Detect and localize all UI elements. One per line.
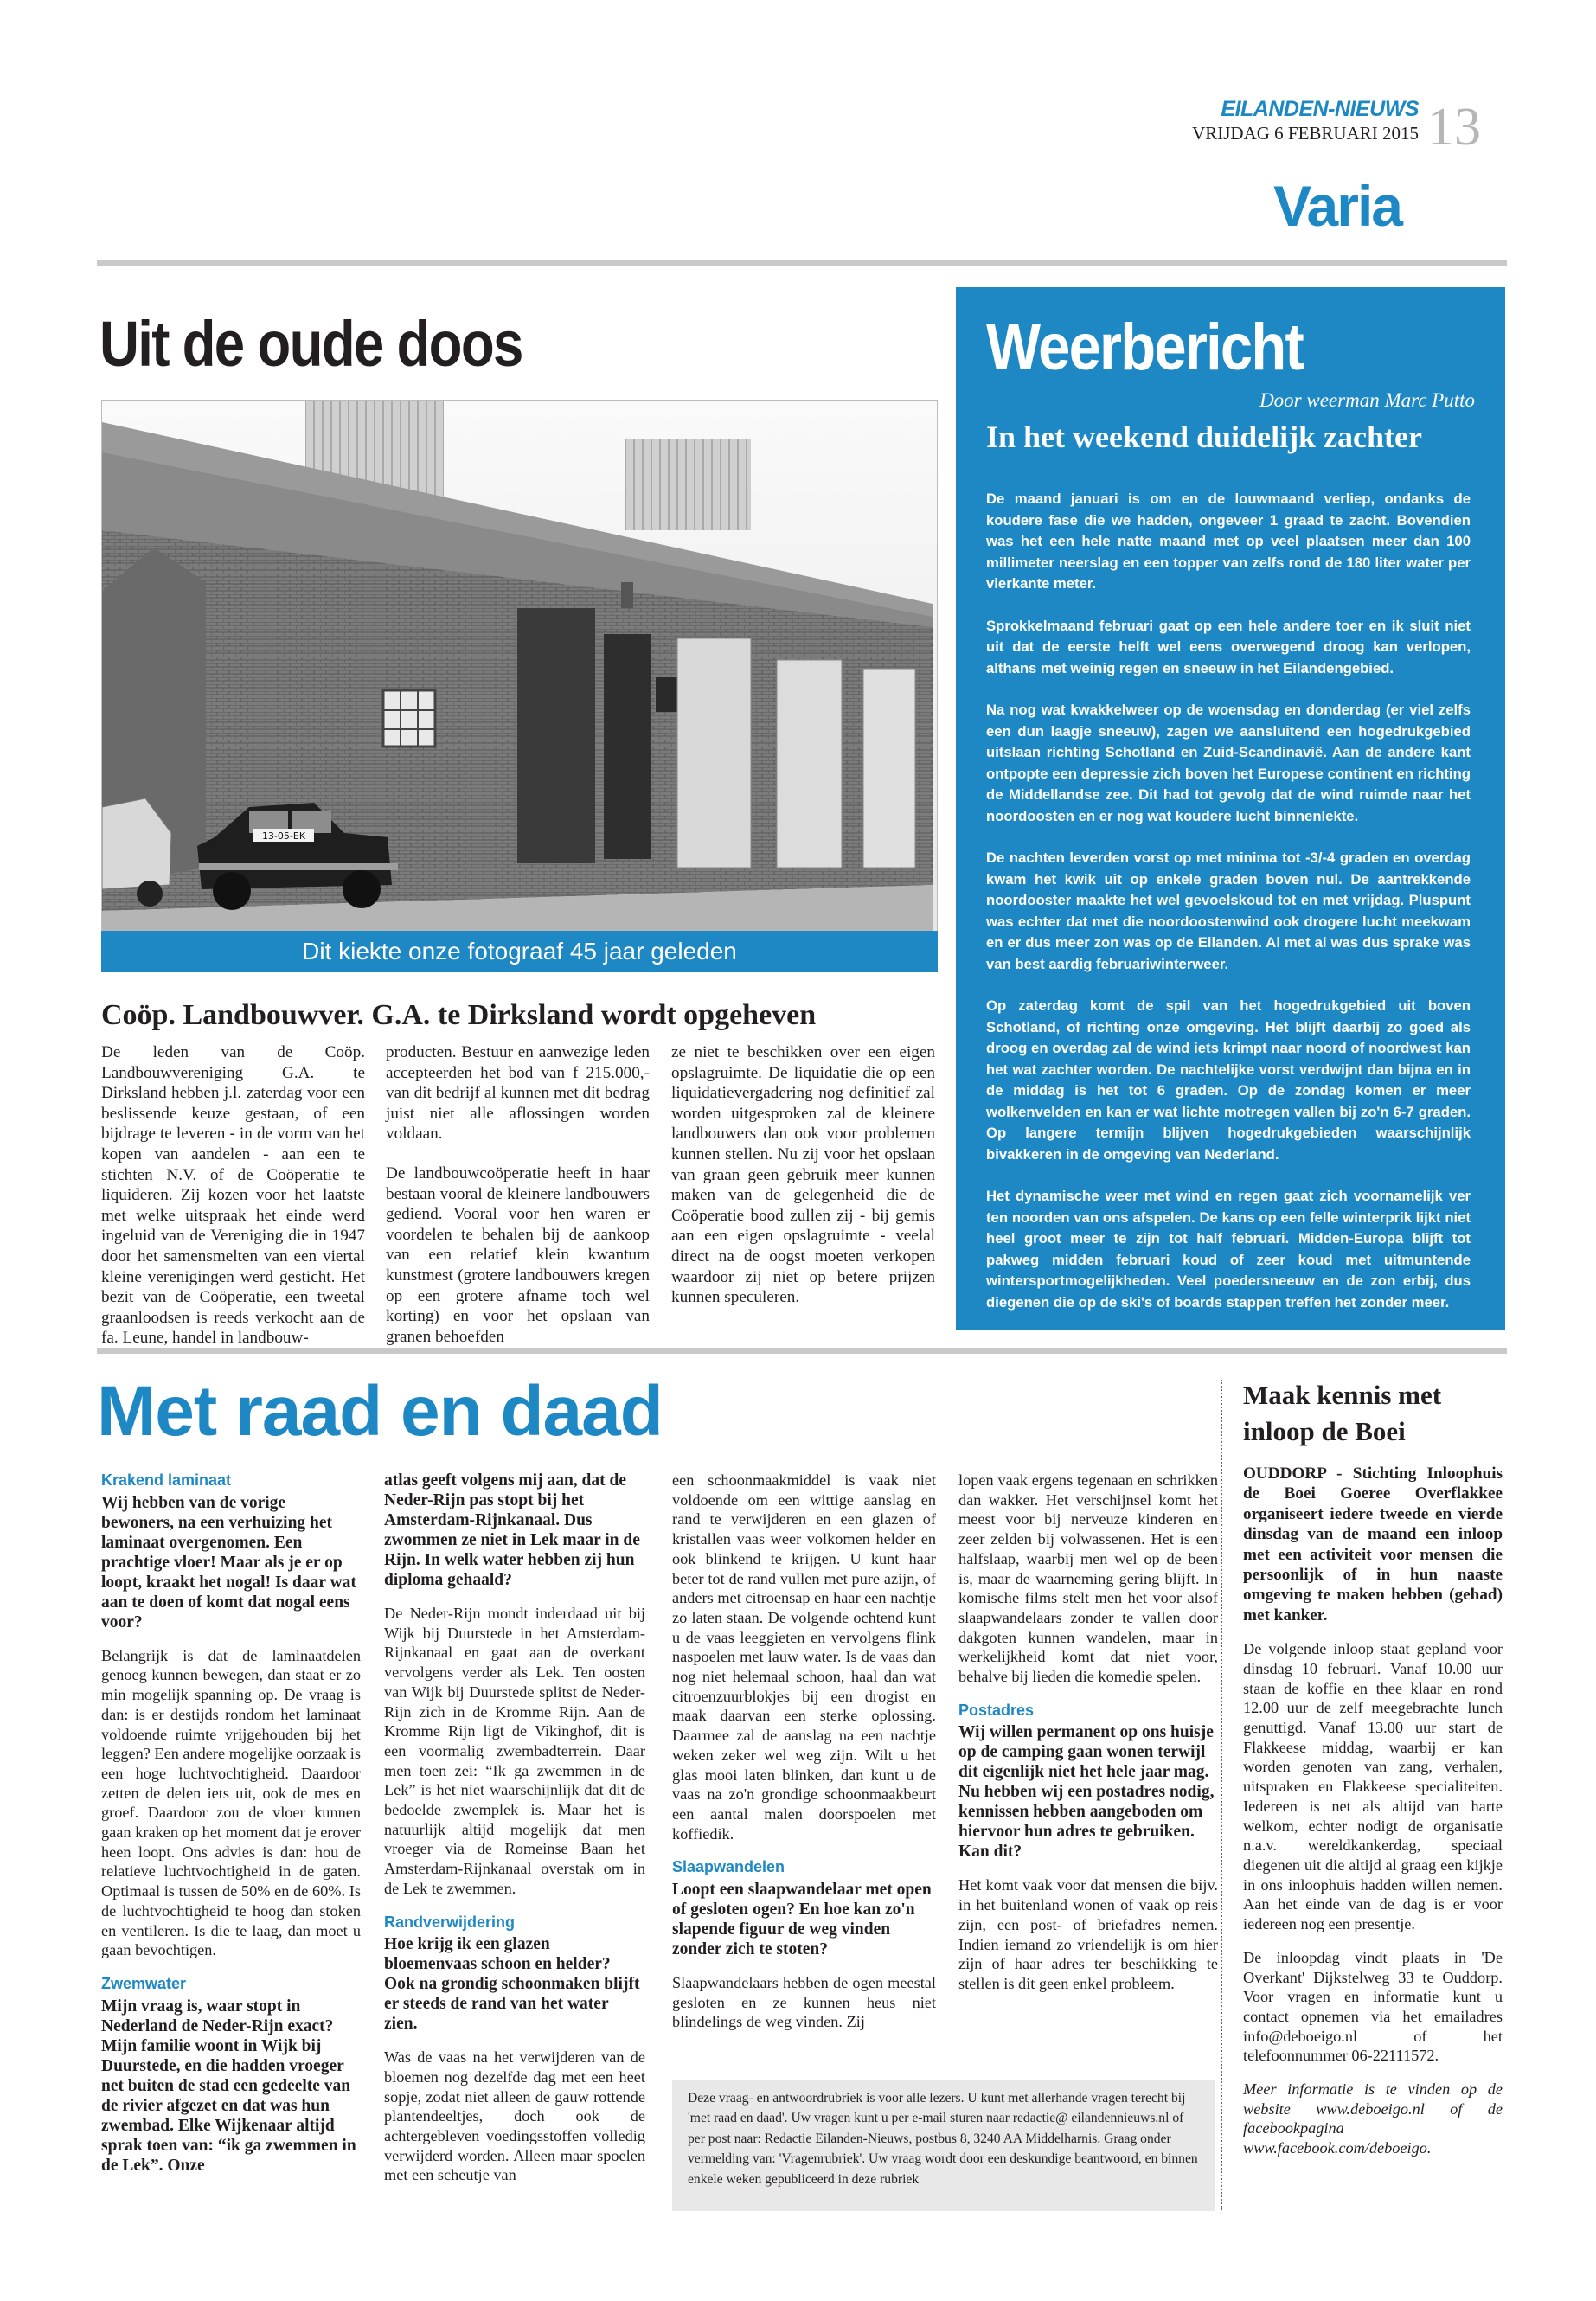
license-plate: 13-05-EK xyxy=(261,830,306,842)
topic-heading: Slaapwandelen xyxy=(672,1858,785,1876)
rubriek-info-box: Deze vraag- en antwoordrubriek is voor alle lezers. U kunt met allerhande vragen terecht bij 'met raad en daad'. Uw vragen kunt u per e-mail sturen naar redactie@ eilandennieuws.nl of per post naar: Redactie Eilanden-Nieuws, postbus 8, 3240 AA Middelharnis. Graag onder vermelding van: 'Vragenrubriek'. Uw vraag wordt door een deskundige beantwoord, en binnen enkele weken gepubliceerd in deze rubriek xyxy=(672,2080,1215,2211)
section-title: Varia xyxy=(1273,174,1401,238)
topic-heading: Postadres xyxy=(958,1701,1035,1719)
raad-en-daad-title: Met raad en daad xyxy=(97,1372,663,1451)
maak-kennis-lead: OUDDORP - Stichting Inloophuis de Boei Goeree Overflakkee organiseert iedere tweede en vierde dinsdag van de maand een inloop met een activiteit voor mensen die persoonlijk of in hun naaste omgeving te maken hebben (gehad) met kanker. xyxy=(1243,1465,1503,1625)
question: Mijn vraag is, waar stopt in Nederland de Neder-Rijn exact? Mijn familie woont in Wijk bij Duurstede, en die hadden vroeger net buiten de stad een gedeelte van de rivier afgezet en dat was hun zwembad. Elke Wijkenaar altijd sprak toen van: “ik ga zwemmen in de Lek”. Onze xyxy=(101,1997,356,2175)
raad-column-1 xyxy=(101,1471,361,2189)
oude-doos-title: Uit de oude doos xyxy=(99,308,522,380)
question: Wij hebben van de vorige bewoners, na een verhuizing het laminaat overgenomen. Een prachtige vloer! Maar als je er op loopt, kraakt het nogal! Is daar wat aan te doen of komt dat nogal eens voor? xyxy=(101,1493,356,1631)
article-column-2 xyxy=(386,1042,650,1366)
answer: Het komt vaak voor dat mensen die bijv. in het buitenland wonen of vaak op reis zijn, een post- of briefadres nemen. Indien iemand zo vriendelijk is om hier zijn of haar adres ter beschikking te stellen is dit geen enkel probleem. xyxy=(958,1876,1218,1992)
article-paragraph: producten. Bestuur en aanwezige leden accepteerden het bod van f 215.000,- van dit bedrijf al kunnen met dit bedrag juist niet alle aflossingen worden voldaan. xyxy=(386,1043,650,1144)
topic-heading: Krakend laminaat xyxy=(101,1471,232,1489)
article-headline: Coöp. Landbouwver. G.A. te Dirksland wordt opgeheven xyxy=(101,999,817,1031)
weerbericht-byline: Door weerman Marc Putto xyxy=(1259,389,1475,411)
weerbericht-title: Weerbericht xyxy=(986,311,1303,384)
warehouse-photo-illustration xyxy=(102,401,937,937)
answer: Slaapwandelaars hebben de ogen meestal gesloten en ze kunnen heus niet blindelings de weg vinden. Zij xyxy=(672,1974,936,2031)
answer: lopen vaak ergens tegenaan en schrikken dan wakker. Het verschijnsel komt het meest voor bij nerveuze kinderen en zeer zelden bij volwassenen. Het is een halfslaap, waarbij men wel op de been is, maar de waarneming gering blijft. In komische films stelt men het voor alsof slaapwandelaars zonder te vallen door dakgoten kunnen wandelen, maar in werkelijkheid komt dat niet voor, behalve bij lieden die komedie spelen. xyxy=(958,1471,1218,1686)
question: Wij willen permanent op ons huisje op de camping gaan wonen terwijl dit eigenlijk niet het hele jaar mag. Nu hebben wij een postadres nodig, kennissen hebben aangeboden om hiervoor hun adres te gebruiken. Kan dit? xyxy=(958,1723,1215,1862)
maak-kennis-body xyxy=(1243,1464,1503,2172)
topic-heading: Zwemwater xyxy=(101,1974,187,1992)
answer: een schoonmaakmiddel is vaak niet voldoende om een wittige aanslag en rand te verwijderen en een glazen of kristallen vaas weer volkomen helder en ook blinkend te krijgen. U kunt haar beter tot de rand vullen met pure azijn, of anders met citroensap en haar een nachtje zo laten staan. De volgende ochtend kunt u de vaas leeggieten en vervolgens flink naspoelen met lauw water. Is de vaas dan nog niet helemaal schoon, haal dan wat citroenzuurblokjes bij een drogist en maak daarvan een sterke oplossing. Daarmee zal de aanslag na een nachtje weken zeker wel weg zijn. Wilt u het glas mooi laten blinken, dan kunt u de vaas na zo'n grondige schoonmaakbeurt een aantal malen doorspoelen met koffiedik. xyxy=(672,1471,936,1843)
answer: Was de vaas na het verwijderen van de bloemen nog dezelfde dag met een heet sopje, zodat niet alleen de gauw rottende plantendeeltjes, doch ook de achtergebleven voedingsstoffen volledig verwijderd worden. Alleen maar spoelen met een scheutje van xyxy=(384,2048,645,2184)
topic-heading: Randverwijdering xyxy=(384,1913,516,1931)
weerbericht-body xyxy=(986,489,1471,1334)
raad-column-4 xyxy=(958,1471,1218,2008)
raad-column-2 xyxy=(384,1471,645,2199)
weer-paragraph: Op zaterdag komt de spil van het hogedrukgebied uit boven Schotland, of richting onze omgeving. Het blijft daarbij zo goed als droog en overdag zal de wind iets krimpt naar noord of noordwest kan het wat zachter worden. De nachtelijke vorst verdwijnt dan bijna en in de middag is het tot 6 graden. Op de zondag komen er meer wolkenvelden en kan er wat lichte motregen vallen bij zo'n 6-7 graden. Op langere termijn blijven hogedrukgebieden waarschijnlijk bivakkeren in de omgeving van Nederland. xyxy=(986,997,1471,1163)
weer-paragraph: Na nog wat kwakkelweer op de woensdag en donderdag (er viel zelfs een dun laagje sneeuw), zagen we aansluitend een hogedrukgebied uitslaan richting Schotland en Zuid-Scandinavië. Aan de andere kant ontpopte een depressie zich boven het Europese continent en richting de Middellandse zee. Dit had tot gevolg dat de wind ruimde naar het noordoosten en er nog wat koudere lucht binnenlekte. xyxy=(986,702,1471,824)
raad-column-3 xyxy=(672,1471,936,2046)
maak-kennis-title: Maak kennis met inloop de Boei xyxy=(1243,1380,1442,1446)
weerbericht-subtitle: In het weekend duidelijk zachter xyxy=(986,420,1422,454)
weer-paragraph: Het dynamische weer met wind en regen gaat zich voornamelijk ver ten noorden van ons afspelen. De kans op een felle winterprik lijkt niet heel groot meer te zijn tot half februari. Midden-Europa blijft tot pakweg midden februari koud of zeer koud met uitmuntende wintersportmogelijkheden. Veel poedersneeuw en de zon erbij, dus diegenen die op de ski's of boards stappen treffen het zonder meer. xyxy=(986,1188,1471,1311)
top-rule xyxy=(97,260,1507,266)
maak-kennis-more-info: Meer informatie is te vinden op de website www.deboeigo.nl of de facebookpagina www.facebook.com/deboeigo. xyxy=(1243,2080,1503,2157)
article-column-1 xyxy=(101,1042,365,1368)
page-number: 13 xyxy=(1427,98,1481,157)
question: atlas geeft volgens mij aan, dat de Neder-Rijn pas stopt bij het Amsterdam-Rijnkanaal. Dus zwommen ze niet in Lek maar in de Rijn. In welk water hebben zij hun diploma gehaald? xyxy=(384,1471,640,1589)
article-paragraph: De leden van de Coöp. Landbouwvereniging G.A. te Dirksland hebben j.l. zaterdag voor een beslissende keuze gestaan, of een bijdrage te leveren - in de vorm van het kopen van aandelen - aan een te stichten N.V. of de Coöperatie te liquideren. Zij kozen voor het laatste met welke uitspraak het einde werd ingeluid van de Vereniging die in 1947 door het samensmelten van een viertal kleine verenigingen werd gesticht. Het bezit van de Coöperatie, een tweetal graanloodsen is reeds verkocht aan de fa. Leune, handel in landbouw- xyxy=(101,1043,365,1348)
historic-photo xyxy=(101,400,938,938)
maak-kennis-paragraph: De volgende inloop staat gepland voor dinsdag 10 februari. Vanaf 10.00 uur staan de koffie en thee klaar en rond 12.00 uur de zelf meegebrachte lunch genuttigd. Vanaf 13.00 uur start de Flakkeese middag, waarbij er kan worden genoten van zang, verhalen, uitspraken en Flakkeese specialiteiten. Iedereen is net als altijd van harte welkom, echter nodigt de organisatie n.a.v. wereldkankerdag, speciaal diegenen uit die altijd al graag een kijkje in ons inloophuis hadden willen nemen. Aan het einde van de dag is er voor iedereen nog een presentje. xyxy=(1243,1640,1503,1933)
article-paragraph: De landbouwcoöperatie heeft in haar bestaan vooral de kleinere landbouwers gediend. Vooral voor hen waren er voordelen te behalen bij de aankoop van een relatief klein kwantum kunstmest (grotere landbouwers kregen op een grotere afname toch wel korting) en voor het opslaan van granen behoefden xyxy=(386,1163,650,1346)
weerbericht-box xyxy=(956,287,1505,1330)
question: Hoe krijg ik een glazen bloemenvaas schoon en helder? Ook na grondig schoonmaken blijft er steeds de rand van het water zien. xyxy=(384,1935,640,2034)
answer: Belangrijk is dat de laminaatdelen genoeg kunnen bewegen, dan staat er zo min mogelijk spanning op. De vraag is dan: is er destijds rondom het laminaat voldoende ruimte vrijgehouden bij het leggen? Een andere mogelijke oorzaak is een hoge luchtvochtigheid. Daardoor zetten de delen iets uit, ook de mes en groef. Daardoor zou de vloer kunnen gaan kraken op het moment dat je erover heen loopt. Ons advies is dan: hou de relatieve luchtvochtigheid in de gaten. Optimaal is tussen de 50% en de 60%. Is de luchtvochtigheid te hoog dan stoken en ventileren. Is die te laag, dan moet u gaan bevochtigen. xyxy=(101,1646,361,1959)
weer-paragraph: De nachten leverden vorst op met minima tot -3/-4 graden en overdag kwam het kwik uit op enkele graden boven nul. De aantrekkende noordooster maakte het wel gevoelskoud tot en met vrijdag. Pluspunt was echter dat met die noordoostenwind ook drogere lucht meekwam en er dus meer zon was op de Eilanden. Al met al was dus sprake was van best aardig februariwinterweer. xyxy=(986,849,1471,972)
middle-rule xyxy=(97,1348,1507,1354)
weer-paragraph: Sprokkelmaand februari gaat op een hele andere toer en ik sluit niet uit dat de eerste helft wel eens overwegend droog kan verlopen, althans met weinig regen en sneeuw in het Eilandengebied. xyxy=(986,617,1471,676)
question: Loopt een slaapwandelaar met open of gesloten ogen? En hoe kan zo'n slapende figuur de weg vinden zonder zich te stoten? xyxy=(672,1881,932,1959)
publication-logo: EILANDEN-NIEUWS xyxy=(1221,97,1419,121)
dotted-divider xyxy=(1221,1380,1222,2210)
photo-caption: Dit kiekte onze fotograaf 45 jaar geleden xyxy=(101,931,938,972)
answer: De Neder-Rijn mondt inderdaad uit bij Wijk bij Duurstede in het Amsterdam-Rijnkanaal en gaat aan de overkant vervolgens verder als Lek. Ten oosten van Wijk bij Duurstede splitst de Neder-Rijn zich in de Kromme Rijn. Aan de Kromme Rijn ligt de Vikinghof, dit is een voormalig zwembadterrein. Daar men toen zei: “Ik ga zwemmen in de Lek” is het niet waarschijnlijk dat dit de bedoelde zwemplek is. Maar het is natuurlijk altijd mogelijk dat men vroeger via de Romeinse Baan het Amsterdam-Rijnkanaal overstak om in de Lek te zwemmen. xyxy=(384,1605,645,1897)
article-column-3 xyxy=(671,1042,935,1327)
maak-kennis-paragraph: De inloopdag vindt plaats in 'De Overkant' Dijkstelweg 33 te Ouddorp. Voor vragen en informatie kunt u contact opnemen via het emailadres info@deboeigo.nl of het telefoonnummer 06-22111572. xyxy=(1243,1948,1503,2065)
weer-paragraph: De maand januari is om en de louwmaand verliep, ondanks de koudere fase die we hadden, ongeveer 1 graad te zacht. Bovendien was het een hele natte maand met op veel plaatsen meer dan 100 millimeter neerslag en een topper van zelfs rond de 180 liter water per vierkante meter. xyxy=(986,490,1471,592)
publication-date: VRIJDAG 6 FEBRUARI 2015 xyxy=(1192,123,1419,144)
article-paragraph: ze niet te beschikken over een eigen opslagruimte. De liquidatie die op een liquidatievergadering nog definitief zal worden uitgesproken zal de kleinere landbouwers dan ook voor problemen kunnen stellen. Nu zij voor het opslaan van graan geen gebruik meer kunnen maken van de gelegenheid die de Coöperatie bood zullen zij - bij gemis aan een eigen opslagruimte - veelal direct na de oogst moeten verkopen waardoor zij niet op betere prijzen kunnen speculeren. xyxy=(671,1043,935,1307)
